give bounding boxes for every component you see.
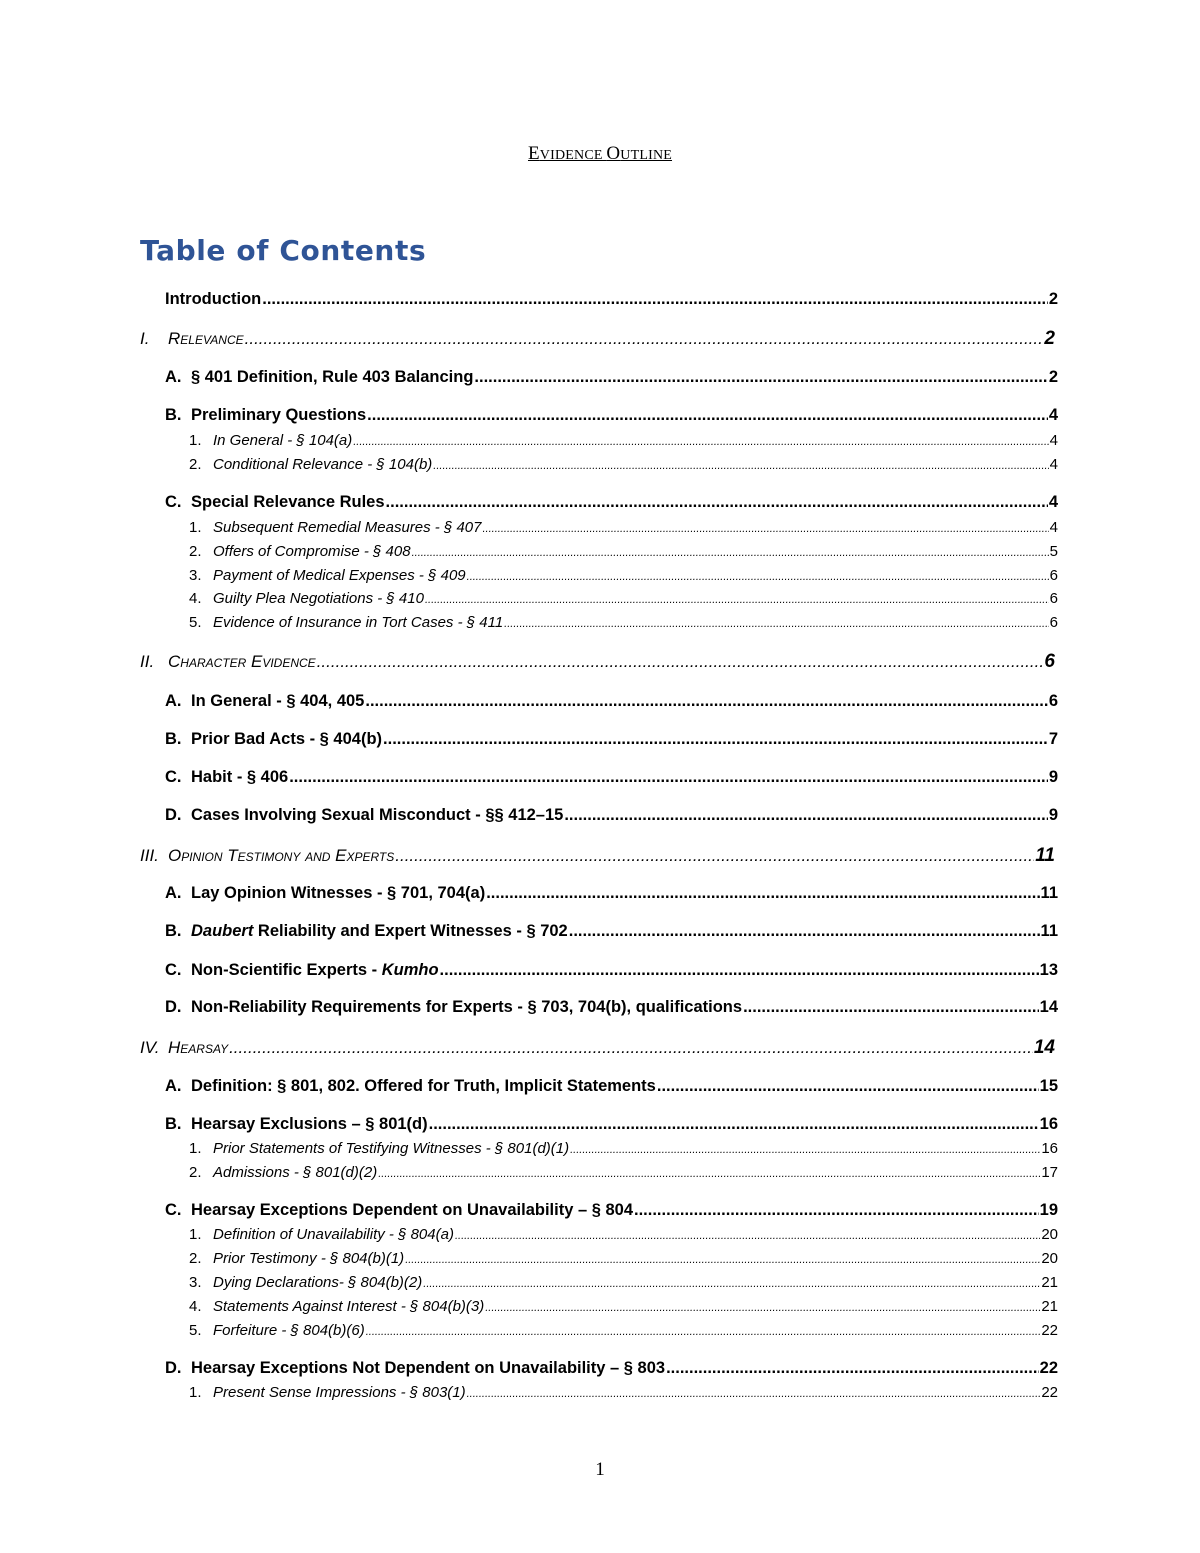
toc-entry[interactable] bbox=[165, 493, 1058, 512]
toc-entry[interactable] bbox=[165, 290, 1058, 309]
toc-entry-title-text: Conditional Relevance - § 104(b) bbox=[213, 456, 433, 473]
toc-entry-number: 4. bbox=[189, 590, 202, 607]
toc-entry-number: D. bbox=[165, 1359, 182, 1377]
toc-entry-title-text: Hearsay Exceptions Dependent on Unavailability – § 804 bbox=[191, 1201, 634, 1219]
toc-dot-leader bbox=[483, 523, 1049, 535]
toc-entry-number: 1. bbox=[189, 1140, 202, 1157]
toc-dot-leader bbox=[440, 961, 1039, 980]
toc-dot-leader bbox=[405, 1254, 1040, 1266]
toc-entry-title-text: Prior Bad Acts - § 404(b) bbox=[191, 730, 383, 748]
toc-entry-title-text: Guilty Plea Negotiations - § 410 bbox=[213, 590, 424, 607]
toc-entry[interactable] bbox=[165, 1077, 1058, 1096]
toc-entry-title-text: Prior Statements of Testifying Witnesses - § 801(d)(1) bbox=[213, 1140, 570, 1157]
toc-entry-number: 1. bbox=[189, 1384, 202, 1401]
toc-dot-leader bbox=[467, 1388, 1041, 1400]
toc-entry-number: A. bbox=[165, 1077, 182, 1095]
toc-entry-number: D. bbox=[165, 806, 182, 824]
toc-dot-leader bbox=[569, 922, 1040, 941]
toc-entry-page: 11 bbox=[1035, 845, 1055, 866]
toc-dot-leader bbox=[386, 493, 1048, 512]
toc-entry-title-text: In General - § 404, 405 bbox=[191, 692, 365, 710]
toc-entry[interactable] bbox=[140, 845, 1055, 867]
toc-dot-leader bbox=[366, 1326, 1041, 1338]
toc-dot-leader bbox=[353, 436, 1048, 448]
toc-entry-page: 4 bbox=[1048, 493, 1058, 511]
toc-entry[interactable] bbox=[189, 614, 1058, 631]
toc-entry-title-text: Definition: § 801, 802. Offered for Truth, Implicit Statements bbox=[191, 1077, 656, 1095]
toc-entry-title bbox=[191, 1201, 633, 1220]
toc-entry-number: B. bbox=[165, 406, 182, 424]
toc-dot-leader bbox=[289, 768, 1048, 787]
toc-entry[interactable] bbox=[165, 406, 1058, 425]
toc-entry[interactable] bbox=[189, 1140, 1058, 1157]
toc-dot-leader bbox=[383, 730, 1048, 749]
toc-entry-title bbox=[191, 998, 742, 1017]
toc-entry-title-text: Present Sense Impressions - § 803(1) bbox=[213, 1384, 466, 1401]
toc-entry-title bbox=[213, 1250, 404, 1267]
toc-entry[interactable] bbox=[189, 1164, 1058, 1181]
toc-dot-leader bbox=[455, 1230, 1040, 1242]
toc-entry[interactable] bbox=[165, 884, 1058, 903]
toc-entry-number: 1. bbox=[189, 519, 202, 536]
toc-entry-title-text: Non-Reliability Requirements for Experts - § 703, 704(b), qualifications bbox=[191, 998, 743, 1016]
toc-entry[interactable] bbox=[189, 519, 1058, 536]
toc-entry-page: 2 bbox=[1044, 328, 1055, 349]
toc-dot-leader bbox=[485, 1302, 1040, 1314]
toc-entry-title bbox=[213, 543, 411, 560]
toc-entry-title bbox=[191, 493, 385, 512]
toc-entry-title bbox=[191, 692, 364, 711]
toc-entry-title-italic: Kumho bbox=[381, 961, 439, 979]
toc-entry-title bbox=[213, 1322, 365, 1339]
toc-entry[interactable] bbox=[165, 998, 1058, 1017]
toc-entry-title-text: Habit - § 406 bbox=[191, 768, 289, 786]
toc-dot-leader bbox=[743, 998, 1039, 1017]
toc-entry[interactable] bbox=[165, 806, 1058, 825]
toc-entry-page: 20 bbox=[1041, 1250, 1058, 1267]
toc-entry-title-text: In General - § 104(a) bbox=[213, 432, 353, 449]
toc-entry-number: 5. bbox=[189, 1322, 202, 1339]
toc-entry-title bbox=[191, 961, 439, 980]
toc-entry-title bbox=[213, 519, 482, 536]
toc-entry-title-text: Special Relevance Rules bbox=[191, 493, 385, 511]
toc-entry-title bbox=[168, 652, 316, 672]
toc-entry-title-italic: Daubert bbox=[191, 922, 254, 940]
toc-entry-title bbox=[165, 290, 261, 309]
toc-entry[interactable] bbox=[165, 1201, 1058, 1220]
toc-dot-leader bbox=[423, 1278, 1040, 1290]
toc-entry[interactable] bbox=[165, 730, 1058, 749]
toc-entry-title bbox=[168, 1038, 228, 1058]
toc-entry-number: II. bbox=[140, 652, 155, 671]
toc-entry-title-text: Non-Scientific Experts - bbox=[191, 961, 382, 979]
title-smallcaps: VIDENCE bbox=[539, 148, 607, 163]
toc-entry[interactable] bbox=[189, 590, 1058, 607]
toc-entry-title bbox=[168, 846, 394, 866]
toc-entry[interactable] bbox=[189, 543, 1058, 560]
toc-entry-title bbox=[191, 884, 485, 903]
toc-entry-page: 21 bbox=[1041, 1274, 1058, 1291]
toc-entry-number: 1. bbox=[189, 432, 202, 449]
toc-entry-page: 6 bbox=[1049, 614, 1058, 631]
toc-entry-title bbox=[213, 432, 352, 449]
toc-entry-title-text: Payment of Medical Expenses - § 409 bbox=[213, 567, 466, 584]
toc-entry-title bbox=[213, 456, 432, 473]
toc-entry[interactable] bbox=[140, 651, 1055, 673]
toc-entry-page: 4 bbox=[1048, 406, 1058, 424]
toc-entry-page: 2 bbox=[1048, 368, 1058, 386]
toc-entry-number: C. bbox=[165, 768, 182, 786]
toc-entry-title bbox=[191, 406, 366, 425]
toc-entry-title bbox=[168, 329, 244, 349]
toc-entry-title bbox=[191, 768, 288, 787]
title-letter: O bbox=[606, 143, 621, 164]
toc-entry-number: C. bbox=[165, 493, 182, 511]
toc-dot-leader bbox=[367, 406, 1048, 425]
toc-entry-title bbox=[191, 922, 568, 941]
toc-entry[interactable] bbox=[189, 1250, 1058, 1267]
title-letter: E bbox=[527, 143, 540, 164]
toc-entry-page: 6 bbox=[1049, 567, 1058, 584]
toc-entry-number: IV. bbox=[140, 1038, 160, 1057]
toc-dot-leader bbox=[395, 846, 1034, 866]
toc-entry-number: D. bbox=[165, 998, 182, 1016]
toc-entry-page: 4 bbox=[1049, 456, 1058, 473]
toc-dot-leader bbox=[570, 1144, 1040, 1156]
toc-dot-leader bbox=[429, 1115, 1039, 1134]
toc-entry-number: III. bbox=[140, 846, 159, 865]
toc-entry[interactable] bbox=[189, 1274, 1058, 1291]
toc-entry-page: 7 bbox=[1048, 730, 1058, 748]
toc-dot-leader bbox=[564, 806, 1047, 825]
toc-entry-title-text: Lay Opinion Witnesses - § 701, 704(a) bbox=[191, 884, 486, 902]
toc-entry-title bbox=[213, 1384, 466, 1401]
toc-dot-leader bbox=[474, 368, 1047, 387]
toc-heading: Table of Contents bbox=[140, 234, 427, 267]
toc-entry-title-text: Statements Against Interest - § 804(b)(3) bbox=[213, 1298, 485, 1315]
toc-entry-number: 5. bbox=[189, 614, 202, 631]
toc-entry-title bbox=[191, 1115, 428, 1134]
toc-entry-title bbox=[213, 1274, 422, 1291]
toc-entry-title-text: Reliability and Expert Witnesses - § 702 bbox=[253, 922, 568, 940]
toc-entry[interactable] bbox=[165, 1115, 1058, 1134]
toc-entry-page: 5 bbox=[1049, 543, 1058, 560]
toc-entry-title-text: Admissions - § 801(d)(2) bbox=[213, 1164, 378, 1181]
toc-entry-page: 9 bbox=[1048, 768, 1058, 786]
toc-entry-title-text: Cases Involving Sexual Misconduct - §§ 412–15 bbox=[191, 806, 564, 824]
toc-dot-leader bbox=[425, 594, 1049, 606]
toc-dot-leader bbox=[245, 329, 1044, 349]
toc-entry[interactable] bbox=[140, 328, 1055, 350]
toc-entry-page: 17 bbox=[1041, 1164, 1058, 1181]
toc-entry-number: 4. bbox=[189, 1298, 202, 1315]
toc-entry-number: B. bbox=[165, 1115, 182, 1133]
toc-entry-page: 6 bbox=[1048, 692, 1058, 710]
toc-entry[interactable] bbox=[165, 692, 1058, 711]
toc-entry-title-text: Evidence of Insurance in Tort Cases - § 411 bbox=[213, 614, 504, 631]
toc-entry-number: 3. bbox=[189, 1274, 202, 1291]
toc-entry[interactable] bbox=[189, 1322, 1058, 1339]
toc-entry-title bbox=[213, 1226, 454, 1243]
toc-entry-title bbox=[213, 1140, 569, 1157]
toc-dot-leader bbox=[365, 692, 1047, 711]
toc-entry[interactable] bbox=[189, 1298, 1058, 1315]
toc-entry-title bbox=[191, 730, 382, 749]
toc-entry[interactable] bbox=[165, 1359, 1058, 1378]
toc-entry-title-text: Opinion Testimony and Experts bbox=[168, 846, 395, 865]
toc-entry-title-text: Hearsay Exclusions – § 801(d) bbox=[191, 1115, 428, 1133]
toc-entry-title bbox=[213, 614, 503, 631]
toc-entry[interactable] bbox=[189, 567, 1058, 584]
toc-dot-leader bbox=[317, 652, 1044, 672]
toc-entry-title-text: Offers of Compromise - § 408 bbox=[213, 543, 411, 560]
toc-dot-leader bbox=[467, 571, 1049, 583]
toc-entry-number: 2. bbox=[189, 1250, 202, 1267]
toc-entry-title-text: Relevance bbox=[168, 329, 244, 348]
toc-dot-leader bbox=[657, 1077, 1039, 1096]
toc-dot-leader bbox=[504, 618, 1048, 630]
toc-entry-page: 6 bbox=[1044, 651, 1055, 672]
page-number: 1 bbox=[595, 1459, 605, 1480]
toc-entry-number: 1. bbox=[189, 1226, 202, 1243]
toc-entry-title bbox=[191, 1359, 665, 1378]
title-smallcaps: UTLINE bbox=[620, 148, 673, 163]
toc-entry-page: 20 bbox=[1041, 1226, 1058, 1243]
toc-entry[interactable] bbox=[165, 368, 1058, 387]
toc-entry-number: 2. bbox=[189, 1164, 202, 1181]
toc-dot-leader bbox=[412, 547, 1049, 559]
toc-entry-title bbox=[213, 1164, 377, 1181]
toc-entry-page: 6 bbox=[1049, 590, 1058, 607]
toc-entry[interactable] bbox=[189, 456, 1058, 473]
toc-entry-number: I. bbox=[140, 329, 150, 348]
toc-entry-number: A. bbox=[165, 692, 182, 710]
toc-entry-page: 9 bbox=[1048, 806, 1058, 824]
toc-entry-title bbox=[213, 1298, 484, 1315]
toc-dot-leader bbox=[486, 884, 1039, 903]
toc-entry-title-text: Introduction bbox=[165, 290, 262, 308]
toc-entry[interactable] bbox=[165, 961, 1058, 980]
toc-entry-number: A. bbox=[165, 368, 182, 386]
toc-entry[interactable] bbox=[189, 432, 1058, 449]
toc-entry-page: 14 bbox=[1039, 998, 1058, 1016]
toc-entry-page: 4 bbox=[1049, 432, 1058, 449]
toc-entry-title-text: Forfeiture - § 804(b)(6) bbox=[213, 1322, 365, 1339]
toc-entry[interactable] bbox=[189, 1226, 1058, 1243]
toc-entry-number: 3. bbox=[189, 567, 202, 584]
toc-entry-number: 2. bbox=[189, 543, 202, 560]
toc-entry-title-text: § 401 Definition, Rule 403 Balancing bbox=[191, 368, 474, 386]
toc-dot-leader bbox=[433, 460, 1048, 472]
toc-dot-leader bbox=[229, 1038, 1033, 1058]
toc-dot-leader bbox=[378, 1168, 1040, 1180]
toc-entry-page: 22 bbox=[1039, 1359, 1058, 1377]
toc-entry-title-text: Hearsay Exceptions Not Dependent on Unavailability – § 803 bbox=[191, 1359, 666, 1377]
toc-entry-page: 15 bbox=[1039, 1077, 1058, 1095]
toc-entry-title-text: Definition of Unavailability - § 804(a) bbox=[213, 1226, 454, 1243]
toc-dot-leader bbox=[666, 1359, 1039, 1378]
toc-entry-page: 4 bbox=[1049, 519, 1058, 536]
toc-entry-number: B. bbox=[165, 730, 182, 748]
toc-entry-page: 11 bbox=[1040, 884, 1058, 902]
toc-entry-page: 22 bbox=[1041, 1322, 1058, 1339]
toc-entry-title bbox=[191, 368, 473, 387]
toc-entry-title-text: Character Evidence bbox=[168, 652, 316, 671]
toc-entry-title-text: Hearsay bbox=[168, 1038, 229, 1057]
toc-entry-number: A. bbox=[165, 884, 182, 902]
toc-entry-page: 13 bbox=[1039, 961, 1058, 979]
toc-entry-page: 19 bbox=[1039, 1201, 1058, 1219]
toc-entry-page: 16 bbox=[1041, 1140, 1058, 1157]
toc-entry[interactable] bbox=[165, 768, 1058, 787]
toc-entry[interactable] bbox=[165, 922, 1058, 941]
toc-entry-title-text: Prior Testimony - § 804(b)(1) bbox=[213, 1250, 405, 1267]
toc-entry-page: 11 bbox=[1040, 922, 1058, 940]
toc-entry-title-text: Subsequent Remedial Measures - § 407 bbox=[213, 519, 482, 536]
toc-entry-page: 14 bbox=[1033, 1037, 1055, 1058]
toc-entry-page: 22 bbox=[1041, 1384, 1058, 1401]
toc-entry-title-text: Preliminary Questions bbox=[191, 406, 367, 424]
toc-entry[interactable] bbox=[189, 1384, 1058, 1401]
toc-entry-page: 21 bbox=[1041, 1298, 1058, 1315]
toc-entry-page: 16 bbox=[1039, 1115, 1058, 1133]
toc-dot-leader bbox=[262, 290, 1048, 309]
toc-entry-page: 2 bbox=[1048, 290, 1058, 308]
toc-entry-title bbox=[213, 567, 466, 584]
toc-entry-title bbox=[213, 590, 424, 607]
toc-entry-number: 2. bbox=[189, 456, 202, 473]
toc-entry-title bbox=[191, 806, 563, 825]
toc-entry[interactable] bbox=[140, 1037, 1055, 1059]
toc-entry-number: C. bbox=[165, 1201, 182, 1219]
toc-dot-leader bbox=[634, 1201, 1039, 1220]
toc-entry-number: B. bbox=[165, 922, 182, 940]
toc-entry-title bbox=[191, 1077, 656, 1096]
toc-entry-title-text: Dying Declarations- § 804(b)(2) bbox=[213, 1274, 423, 1291]
toc-entry-number: C. bbox=[165, 961, 182, 979]
